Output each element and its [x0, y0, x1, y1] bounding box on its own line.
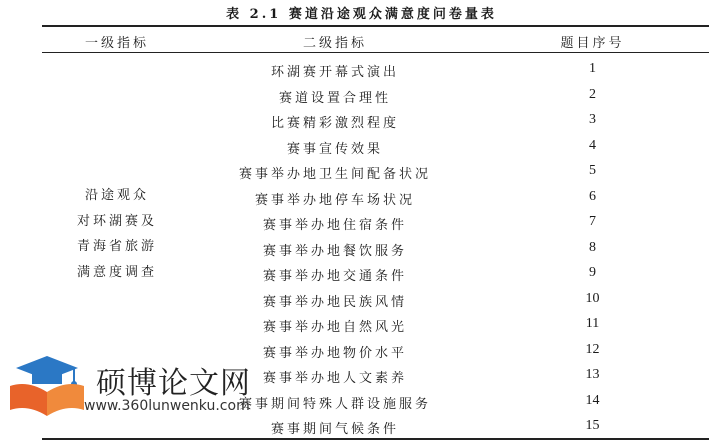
level1-line: 对环湖赛及: [76, 213, 157, 229]
level2-item: 赛事举办地停车场状况: [254, 192, 415, 208]
table-row: [210, 210, 665, 235]
table-row: [210, 185, 665, 210]
level2-item: 赛事举办地物价水平: [262, 345, 407, 361]
level2-item: 赛事举办地餐饮服务: [262, 243, 407, 259]
watermark-title: 硕博论文网: [96, 366, 251, 401]
level2-item: 赛事举办地民族风情: [262, 294, 407, 310]
item-number: 14: [585, 392, 600, 408]
level2-item: 赛事举办地交通条件: [262, 269, 407, 284]
table-row: [210, 312, 665, 337]
watermark: [8, 348, 308, 428]
table-row: [210, 236, 665, 261]
level1-line: 沿途观众: [84, 188, 149, 203]
table-row: [210, 108, 665, 133]
graduation-book-logo-icon: [8, 348, 86, 418]
item-number: 9: [589, 265, 596, 280]
item-number: 4: [589, 137, 596, 153]
item-number: 5: [589, 163, 596, 178]
table-row: [210, 261, 665, 286]
table-row: [210, 83, 665, 108]
level1-line: 满意度调查: [76, 264, 157, 280]
header-level2: 二级指标: [302, 36, 367, 51]
level2-item: 比赛精彩激烈程度: [270, 116, 399, 131]
header-number: 题目序号: [560, 36, 625, 51]
item-number: 12: [585, 341, 600, 357]
item-number: 15: [585, 418, 600, 433]
level2-item: 赛事举办地卫生间配备状况: [238, 167, 431, 182]
level2-item: 环湖赛开幕式演出: [270, 65, 399, 80]
level2-item: 赛事期间特殊人群设施服务: [238, 396, 431, 412]
table-row: [210, 134, 665, 159]
header-level1: 一级指标: [84, 36, 149, 51]
item-number: 6: [589, 188, 596, 204]
level2-item: 赛事举办地住宿条件: [262, 218, 407, 233]
bottom-rule: [42, 438, 709, 440]
level1-indicator: [42, 183, 192, 285]
level2-item: 赛事举办地自然风光: [262, 320, 407, 335]
item-number: 8: [589, 239, 596, 255]
table-row: [210, 57, 665, 82]
item-number: 7: [589, 214, 596, 229]
item-number: 3: [589, 112, 596, 127]
item-number: 10: [585, 290, 600, 306]
watermark-url: www.360lunwenku.com: [84, 398, 250, 414]
table-caption: 表 2.1 赛道沿途观众满意度问卷量表: [226, 7, 497, 22]
table-row: [210, 159, 665, 184]
item-number: 1: [589, 61, 596, 76]
header-rule: [42, 52, 709, 53]
table-row: [210, 287, 665, 312]
level2-item: 赛事期间气候条件: [270, 422, 399, 437]
level1-line: 青海省旅游: [76, 239, 157, 254]
level2-item: 赛事举办地人文素养: [262, 371, 407, 386]
level2-item: 赛事宣传效果: [286, 141, 383, 157]
top-rule: [42, 25, 709, 27]
item-number: 13: [585, 367, 600, 382]
level2-item: 赛道设置合理性: [278, 90, 391, 106]
item-number: 2: [589, 86, 596, 102]
item-number: 11: [585, 316, 600, 331]
